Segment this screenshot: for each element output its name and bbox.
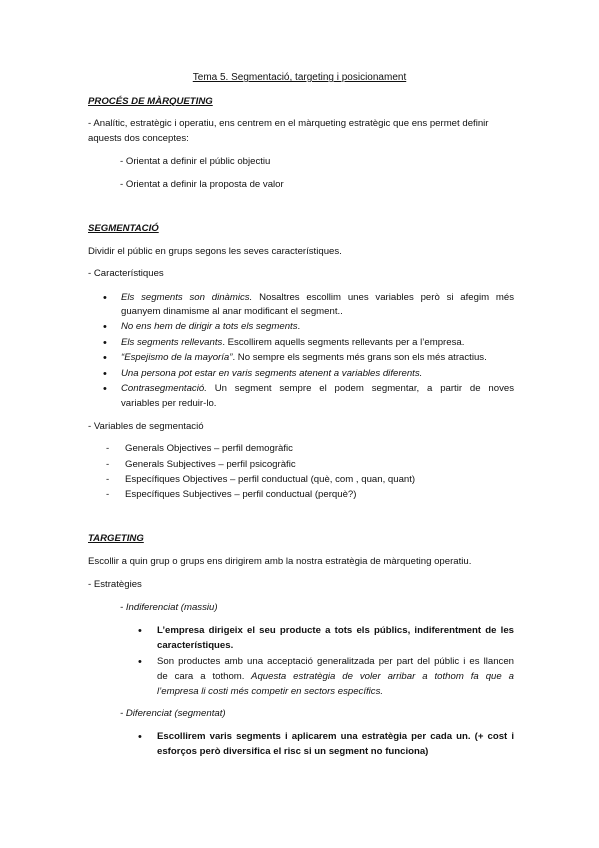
list-item: “Espejismo de la mayoría”. No sempre els segments més grans son els més atractius. — [121, 352, 487, 363]
bullet-icon: • — [138, 625, 142, 637]
strategy-label: - Diferenciat (segmentat) — [120, 708, 226, 719]
paragraph-line: Escollir a quin grup o grups ens dirigirem amb la nostra estratègia de màrqueting operatiu. — [88, 556, 472, 567]
paragraph-line: - Analític, estratègic i operatiu, ens centrem en el màrqueting estratègic que ens permet definir — [88, 118, 489, 129]
strategy-bullet: Son productes amb una acceptació generalitzada per part del públic i es llancen — [157, 656, 514, 667]
bullet-icon: • — [103, 321, 107, 333]
list-item-continuation: guanyem dinamisme al anar modificant el segment.. — [121, 306, 343, 317]
dash-marker: - — [106, 474, 110, 485]
section-heading-segmentacio: SEGMENTACIÓ — [88, 223, 159, 234]
bullet-icon: • — [103, 292, 107, 304]
dash-marker: - — [106, 489, 110, 500]
paragraph-line: aquests dos conceptes: — [88, 133, 189, 144]
strategy-bullet: L’empresa dirigeix el seu producte a tots els públics, indiferentment de les — [157, 625, 514, 636]
bullet-icon: • — [103, 383, 107, 395]
list-item: Contrasegmentació. Un segment sempre el podem segmentar, a partir de noves — [121, 383, 514, 394]
sub-item: - Orientat a definir el públic objectiu — [120, 156, 271, 167]
dash-marker: - — [106, 459, 110, 470]
bullet-icon: • — [103, 337, 107, 349]
variable-item: Específiques Objectives – perfil conductual (què, com , quan, quant) — [125, 474, 416, 485]
list-item: No ens hem de dirigir a tots els segments. — [121, 321, 301, 332]
strategy-bullet-continuation: de cara a tothom. Aquesta estratègia de voler arribar a tothom fa que a — [157, 671, 514, 682]
list-label: - Característiques — [88, 268, 164, 279]
variable-item: Específiques Subjectives – perfil conductual (perquè?) — [125, 489, 357, 500]
variable-item: Generals Objectives – perfil demogràfic — [125, 443, 293, 454]
variable-item: Generals Subjectives – perfil psicogràfic — [125, 459, 296, 470]
dash-marker: - — [106, 443, 110, 454]
strategy-label: - Indiferenciat (massiu) — [120, 602, 218, 613]
list-item: Els segments rellevants. Escollirem aquells segments rellevants per a l’empresa. — [121, 337, 465, 348]
list-item: Els segments son dinàmics. Nosaltres escollim unes variables però si afegim més — [121, 292, 515, 303]
bullet-icon: • — [138, 731, 142, 743]
strategy-bullet-continuation: l’empresa li costi més competir en sectors específics. — [157, 686, 384, 697]
strategy-bullet-continuation: característiques. — [157, 640, 234, 651]
section-heading-targeting: TARGETING — [88, 533, 144, 544]
sub-item: - Orientat a definir la proposta de valor — [120, 179, 284, 190]
strategy-bullet-continuation: esforços però diversifica el risc si un segment no funciona) — [157, 746, 429, 757]
section-heading-marqueting: PROCÉS DE MÀRQUETING — [88, 96, 213, 107]
document-title: Tema 5. Segmentació, targeting i posicionament — [192, 72, 407, 83]
list-label: - Variables de segmentació — [88, 421, 204, 432]
bullet-icon: • — [138, 656, 142, 668]
list-item-continuation: variables per reduir-lo. — [121, 398, 217, 409]
bullet-icon: • — [103, 352, 107, 364]
list-item: Una persona pot estar en varis segments atenent a variables diferents. — [121, 368, 423, 379]
bullet-icon: • — [103, 368, 107, 380]
list-label: - Estratègies — [88, 579, 142, 590]
paragraph-line: Dividir el públic en grups segons les seves característiques. — [88, 246, 342, 257]
strategy-bullet: Escollirem varis segments i aplicarem una estratègia per cada un. (+ cost i — [157, 731, 514, 742]
